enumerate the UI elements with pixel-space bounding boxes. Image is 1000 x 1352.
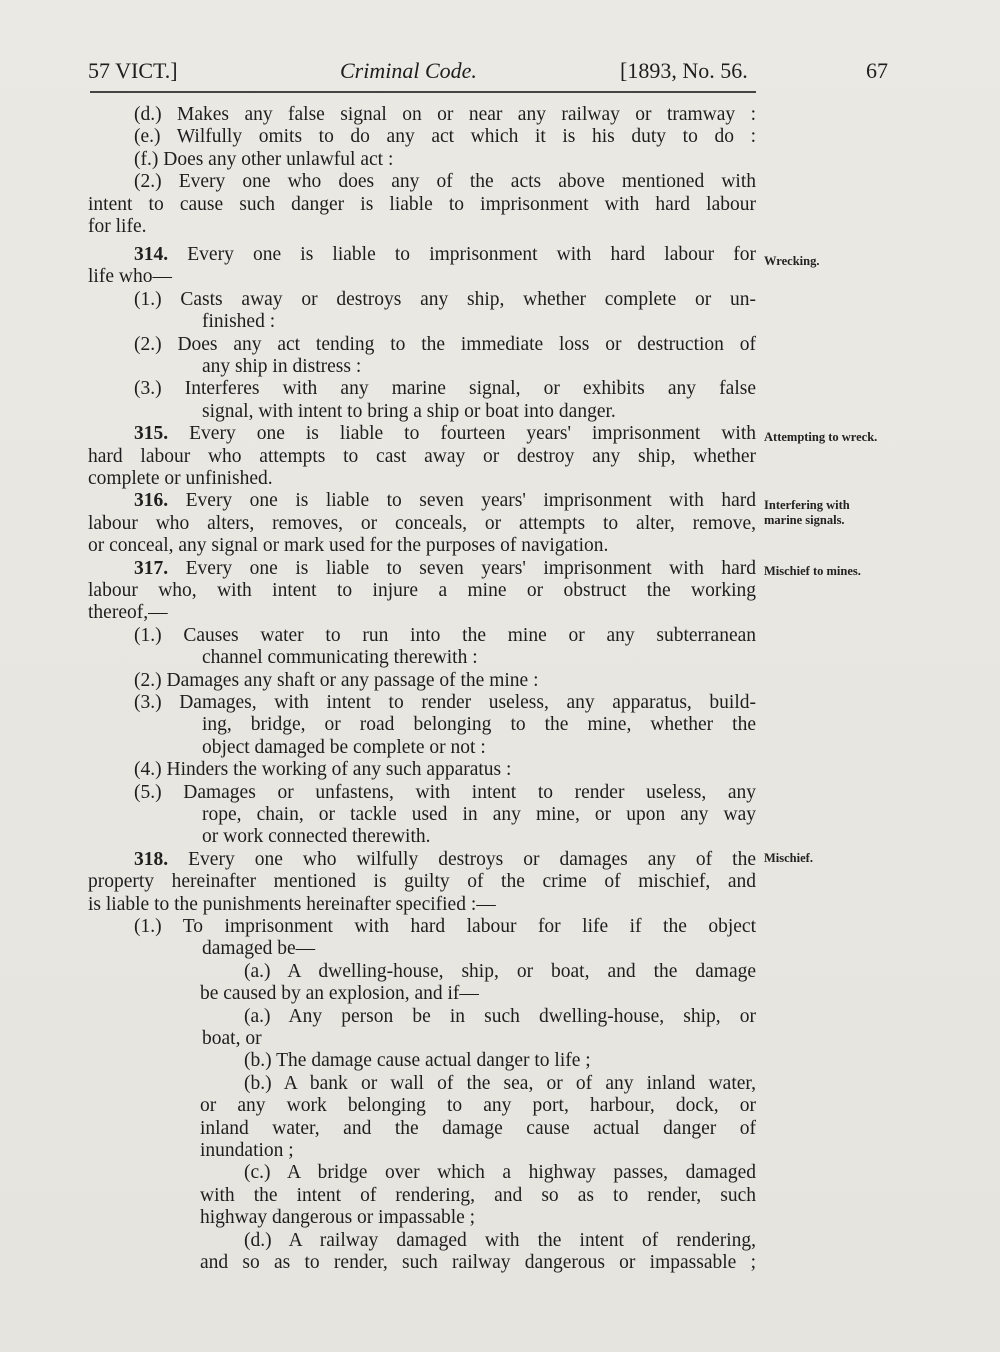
text-line: damaged be— bbox=[202, 938, 316, 960]
text-line: (4.) Hinders the working of any such apparatus : bbox=[134, 759, 512, 781]
margin-note-interfering-line-2: marine signals. bbox=[764, 513, 845, 527]
text-line: with the intent of rendering, and so as to render, such bbox=[200, 1184, 756, 1206]
text-line: is liable to the punishments hereinafter specified :— bbox=[88, 893, 496, 915]
section-number: 317. bbox=[134, 557, 169, 579]
section-number: 318. bbox=[134, 848, 169, 870]
text-line: complete or unfinished. bbox=[88, 468, 273, 489]
text-line: (1.) Casts away or destroys any ship, whether complete or un- bbox=[134, 288, 756, 310]
section-number: 315. bbox=[134, 423, 169, 445]
margin-note-mischief-to-mines: Mischief to mines. bbox=[764, 564, 861, 578]
page-number: 67 bbox=[866, 58, 888, 83]
text-line: finished : bbox=[202, 311, 276, 333]
section-number: 314. bbox=[134, 244, 169, 265]
section-317-heading-line: 317. Every one is liable to seven years' imprisonment with hard bbox=[134, 557, 756, 579]
text-line: (2.) Does any act tending to the immediate loss or destruction of bbox=[134, 333, 756, 355]
text-line: (3.) Damages, with intent to render useless, any apparatus, build- bbox=[134, 692, 756, 713]
text-line: inundation ; bbox=[200, 1140, 294, 1161]
section-318-heading-line: 318. Every one who wilfully destroys or damages any of the bbox=[134, 848, 756, 870]
text-line: thereof,— bbox=[88, 602, 168, 624]
text-line: or any work belonging to any port, harbour, dock, or bbox=[200, 1095, 756, 1117]
section-316-heading-line: 316. Every one is liable to seven years' imprisonment with hard bbox=[134, 490, 756, 512]
text-line: ing, bridge, or road belonging to the mine, whether the bbox=[202, 714, 756, 736]
text-line: (e.) Wilfully omits to do any act which it is his duty to do : bbox=[134, 126, 756, 148]
margin-note-mischief: Mischief. bbox=[764, 851, 813, 865]
text-line: property hereinafter mentioned is guilty of the crime of mischief, and bbox=[88, 871, 756, 893]
section-315-heading-line: 315. Every one is liable to fourteen years' imprisonment with bbox=[134, 423, 756, 445]
text-line: be caused by an explosion, and if— bbox=[200, 983, 479, 1005]
text-line: (a.) Any person be in such dwelling-house, ship, or bbox=[244, 1005, 756, 1027]
margin-note-wrecking: Wrecking. bbox=[764, 254, 820, 268]
text-line: (5.) Damages or unfastens, with intent to render useless, any bbox=[134, 781, 756, 803]
text-line: (d.) Makes any false signal on or near any railway or tramway : bbox=[134, 104, 756, 125]
text-line: and so as to render, such railway dangerous or impassable ; bbox=[200, 1252, 756, 1273]
header-regnal-year: 57 VICT.] bbox=[88, 58, 178, 83]
text-line: (1.) Causes water to run into the mine or any subterranean bbox=[134, 624, 756, 646]
text-line: (a.) A dwelling-house, ship, or boat, and the damage bbox=[244, 960, 756, 982]
text-line: (d.) A railway damaged with the intent of rendering, bbox=[244, 1229, 756, 1251]
running-header bbox=[88, 58, 888, 94]
text-line: intent to cause such danger is liable to imprisonment with hard labour bbox=[88, 193, 756, 215]
text-line: (3.) Interferes with any marine signal, or exhibits any false bbox=[134, 378, 756, 400]
text-line: (f.) Does any other unlawful act : bbox=[134, 148, 394, 170]
text-line: labour who, with intent to injure a mine or obstruct the working bbox=[88, 580, 756, 601]
text-line: (2.) Every one who does any of the acts above mentioned with bbox=[134, 171, 756, 193]
text-line: life who— bbox=[88, 266, 172, 288]
text-line: labour who alters, removes, or conceals, or attempts to alter, remove, bbox=[88, 512, 756, 534]
section-number: 316. bbox=[134, 490, 169, 512]
text-line: inland water, and the damage cause actual danger of bbox=[200, 1117, 756, 1139]
header-act-reference: [1893, No. 56. bbox=[620, 58, 748, 83]
section-314-heading-line: 314. Every one is liable to imprisonment with hard labour for bbox=[134, 244, 756, 265]
text-line: signal, with intent to bring a ship or boat into danger. bbox=[202, 400, 616, 422]
margin-note-attempting-to-wreck: Attempting to wreck. bbox=[764, 430, 878, 444]
header-rule bbox=[90, 91, 756, 93]
text-line: highway dangerous or impassable ; bbox=[200, 1207, 476, 1229]
text-line: (1.) To imprisonment with hard labour for life if the object bbox=[134, 916, 756, 937]
text-line: (b.) A bank or wall of the sea, or of any inland water, bbox=[244, 1072, 756, 1094]
text-line: (b.) The damage cause actual danger to life ; bbox=[244, 1050, 591, 1072]
text-line: or work connected therewith. bbox=[202, 826, 431, 848]
text-line: channel communicating therewith : bbox=[202, 647, 478, 669]
text-line: rope, chain, or tackle used in any mine, or upon any way bbox=[202, 804, 756, 825]
text-line: boat, or bbox=[202, 1028, 262, 1049]
text-line: (2.) Damages any shaft or any passage of the mine : bbox=[134, 669, 539, 691]
text-line: or conceal, any signal or mark used for the purposes of navigation. bbox=[88, 535, 609, 557]
text-line: any ship in distress : bbox=[202, 356, 362, 377]
text-line: (c.) A bridge over which a highway passes, damaged bbox=[244, 1162, 756, 1184]
header-title: Criminal Code. bbox=[340, 58, 477, 83]
text-line: for life. bbox=[88, 216, 147, 237]
margin-note-interfering-line-1: Interfering with bbox=[764, 498, 850, 512]
text-line: object damaged be complete or not : bbox=[202, 736, 486, 758]
text-line: hard labour who attempts to cast away or destroy any ship, whether bbox=[88, 445, 756, 467]
